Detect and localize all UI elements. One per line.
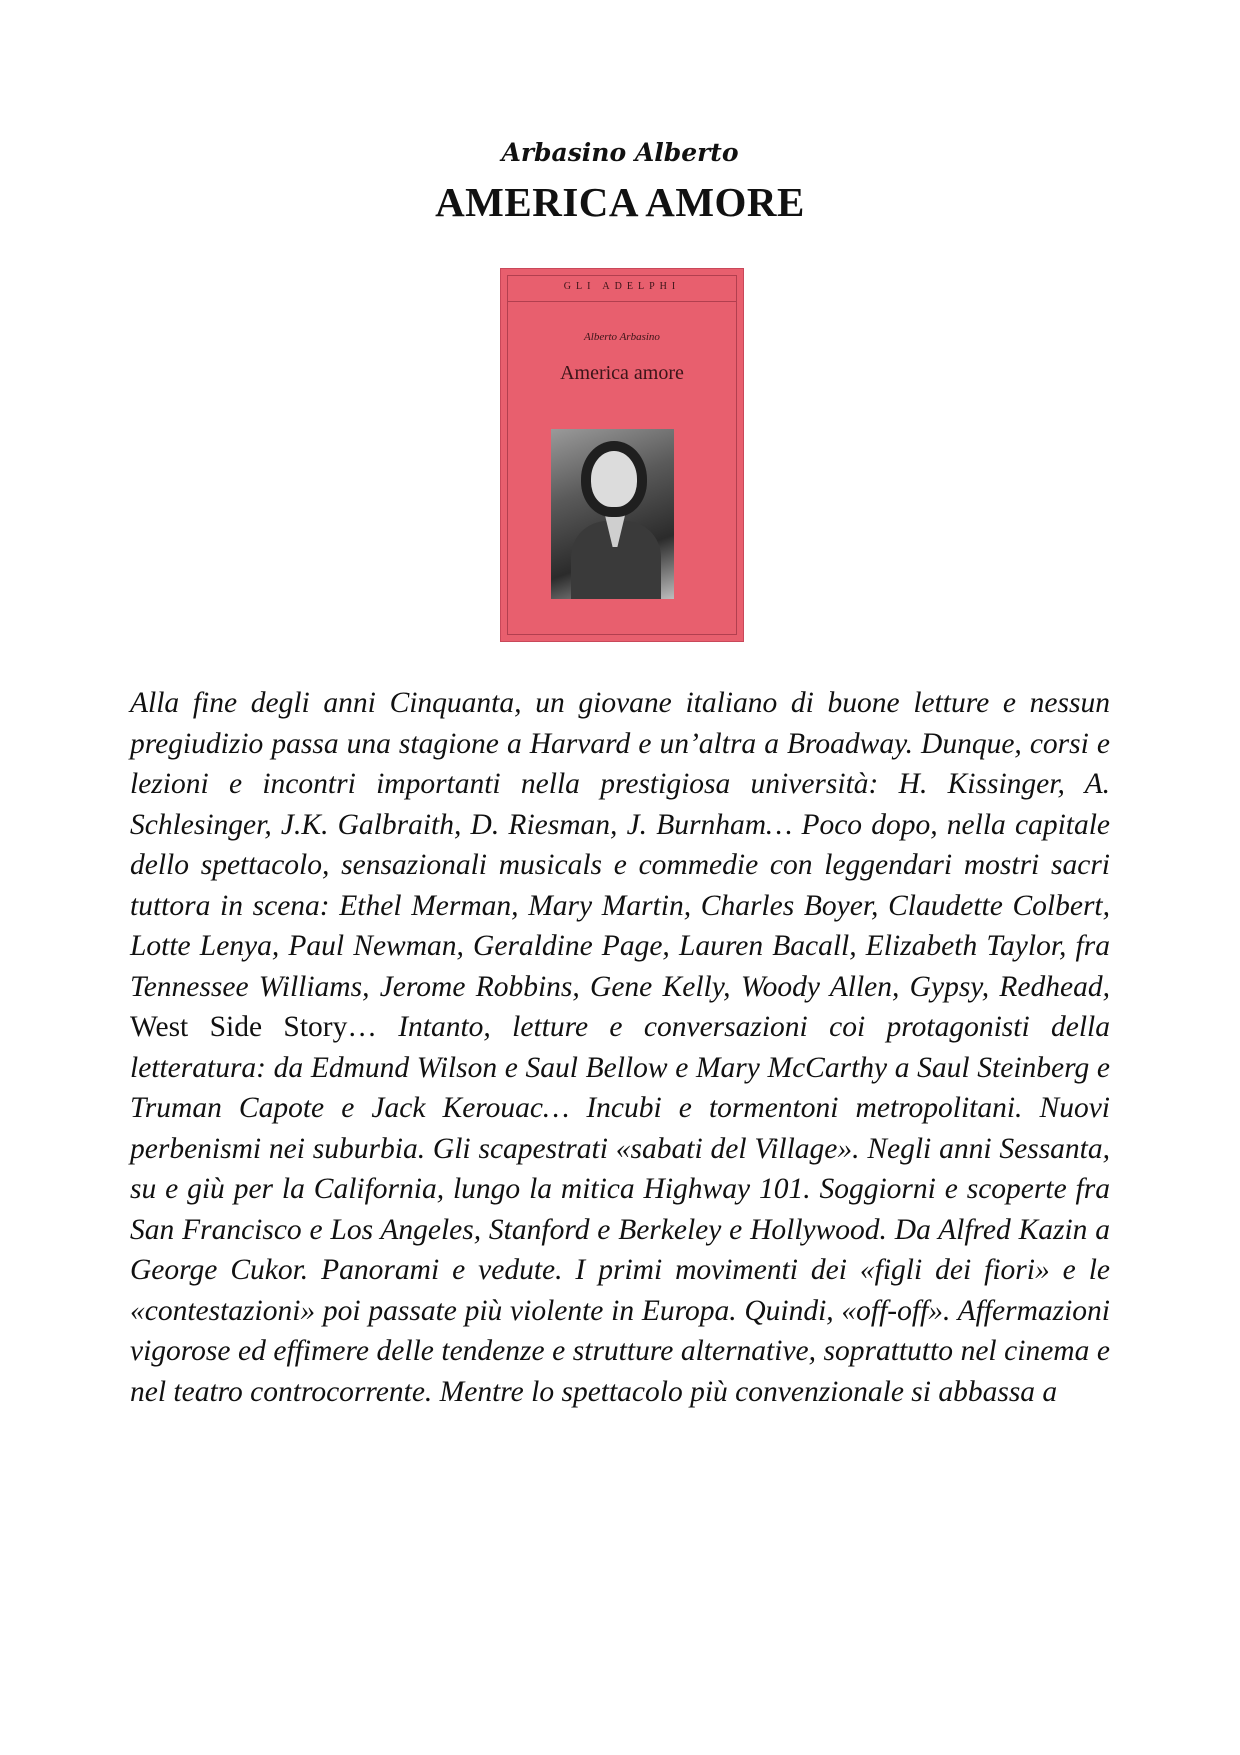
book-title: AMERICA AMORE [435, 179, 805, 225]
description-part-3: Intanto, letture e conversazioni coi protagonisti della letteratura: da Edmund Wilson e Saul Bellow e Mary McCarthy a Saul Steinberg e Truman Capote e Jack Kerouac… Incubi e tormentoni metropolitani. Nuovi perbenismi nei suburbia. Gli scapestrati «sabati del Village». Negli anni Sessanta, su e giù per la California, lungo la mitica Highway 101. Soggiorni e scoperte fra San Francisco e Los Angeles, Stanford e Berkeley e Hollywood. Da Alfred Kazin a George Cukor. Panorami e vedute. I primi movimenti dei «figli dei fiori» e le «contestazioni» poi passate più violente in Europa. Quindi, «off-off». Affermazioni vigorose ed effimere delle tendenze e strutture alternative, soprattutto nel cinema e nel teatro controcorrente. Mentre lo spettacolo più convenzionale si abbassa a [130, 1011, 1110, 1408]
cover-photo [551, 429, 674, 599]
book-description [130, 683, 1110, 1412]
description-part-2: West Side Story… [130, 1011, 377, 1043]
photo-figure-head [591, 451, 637, 507]
cover-series-label: GLI ADELPHI [563, 281, 681, 292]
description-part-1: Alla fine degli anni Cinquanta, un giovane italiano di buone letture e nessun pregiudizio passa una stagione a Harvard e un’altra a Broadway. Dunque, corsi e lezioni e incontri importanti nella prestigiosa università: H. Kissinger, A. Schlesinger, J.K. Galbraith, D. Riesman, J. Burnham… Poco dopo, nella capitale dello spettacolo, sensazionali musicals e commedie con leggendari mostri sacri tuttora in scena: Ethel Merman, Mary Martin, Charles Boyer, Claudette Colbert, Lotte Lenya, Paul Newman, Geraldine Page, Lauren Bacall, Elizabeth Taylor, fra Tennessee Williams, Jerome Robbins, Gene Kelly, Woody Allen, Gypsy, Redhead, [130, 687, 1110, 1003]
cover-author: Alberto Arbasino [584, 331, 660, 343]
cover-divider [507, 301, 737, 302]
book-author: Arbasino Alberto [501, 138, 739, 167]
book-cover-image [500, 268, 744, 642]
cover-title: America amore [560, 362, 684, 384]
